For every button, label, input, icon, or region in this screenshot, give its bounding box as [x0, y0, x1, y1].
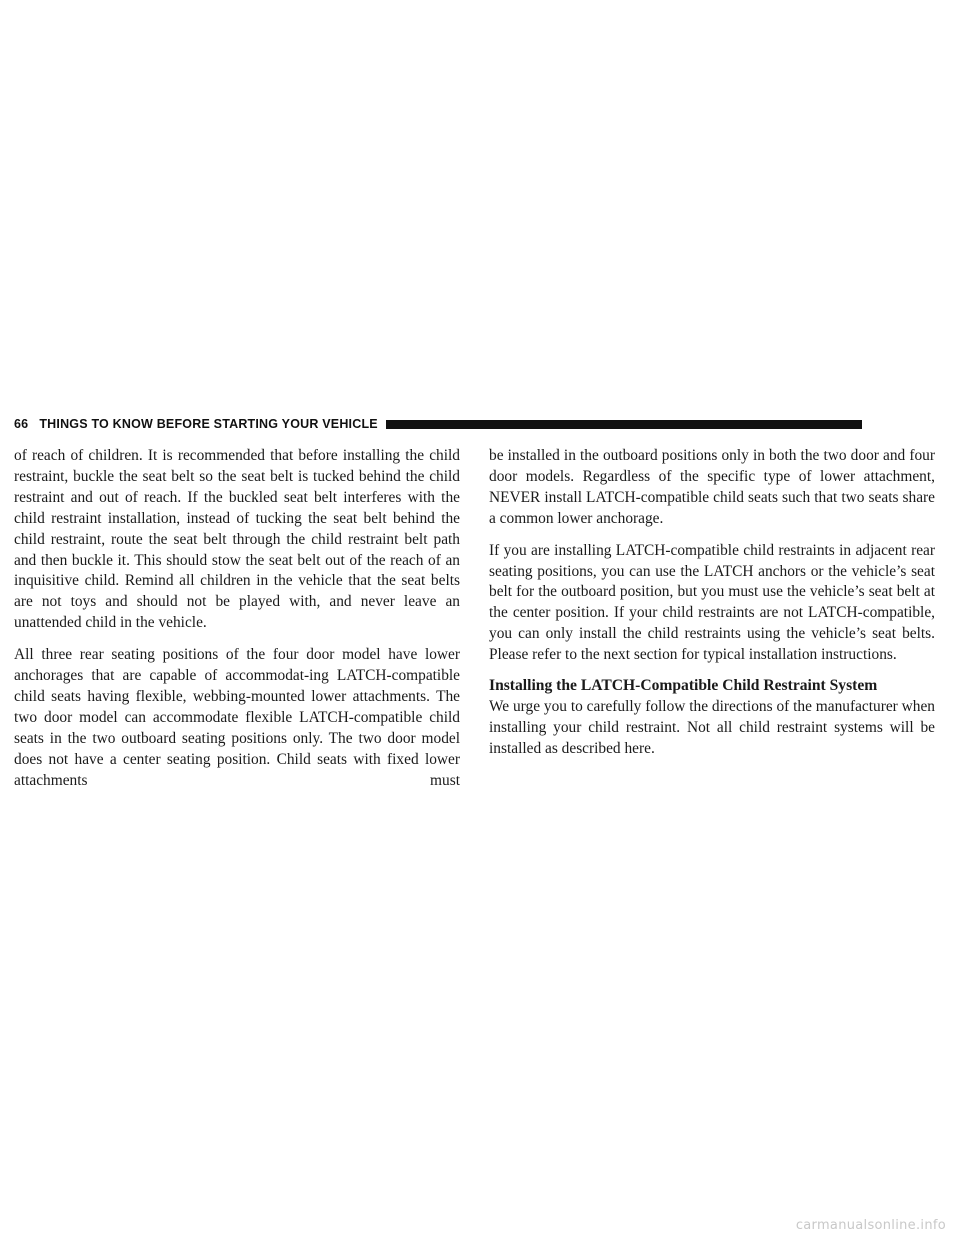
page-number: 66	[14, 417, 29, 431]
right-paragraph-2: If you are installing LATCH-compatible child restraints in adjacent rear seating positions, you can use the LATCH anchors or the vehicle’s seat belt for the outboard position, but you must use the vehicle’s seat belt at the center position. If your child restraints are not LATCH-compatible, you can only install the child restraints using the vehicle’s seat belts. Please refer to the next section for typical installation instructions.	[489, 541, 935, 664]
left-column	[14, 446, 460, 792]
header-title	[14, 417, 378, 431]
right-column	[489, 446, 935, 760]
watermark: carmanualsonline.info	[795, 1218, 946, 1233]
section-title: THINGS TO KNOW BEFORE STARTING YOUR VEHICLE	[39, 417, 378, 431]
running-header	[14, 417, 862, 431]
left-paragraph-1: of reach of children. It is recommended that before installing the child restraint, buckle the seat belt so the seat belt is tucked behind the child restraint and out of reach. If the buckled seat belt interferes with the child restraint installation, instead of tucking the seat belt behind the child restraint, route the seat belt through the child restraint belt path and then buckle it. This should stow the seat belt out of the reach of an inquisitive child. Remind all children in the vehicle that the seat belts are not toys and should not be played with, and never leave an unattended child in the vehicle.	[14, 447, 460, 632]
right-paragraph-1: be installed in the outboard positions only in both the two door and four door models. Regardless of the specific type of lower attachment, NEVER install LATCH-compatible child seats such that two seats share a common lower anchorage.	[489, 447, 935, 527]
left-paragraph-2: All three rear seating positions of the four door model have lower anchorages that are capable of accommodat-ing LATCH-compatible child seats having flexible, webbing-mounted lower attachments. The two door model can accommodate flexible LATCH-compatible child seats in the two outboard seating positions only. The two door model does not have a center seating position. Child seats with fixed lower attachments must	[14, 646, 460, 789]
section-heading: Installing the LATCH-Compatible Child Restraint System	[489, 677, 878, 695]
right-paragraph-3: We urge you to carefully follow the directions of the manufacturer when installing your child restraint. Not all child restraint systems will be installed as described here.	[489, 698, 935, 757]
header-rule	[386, 420, 862, 429]
